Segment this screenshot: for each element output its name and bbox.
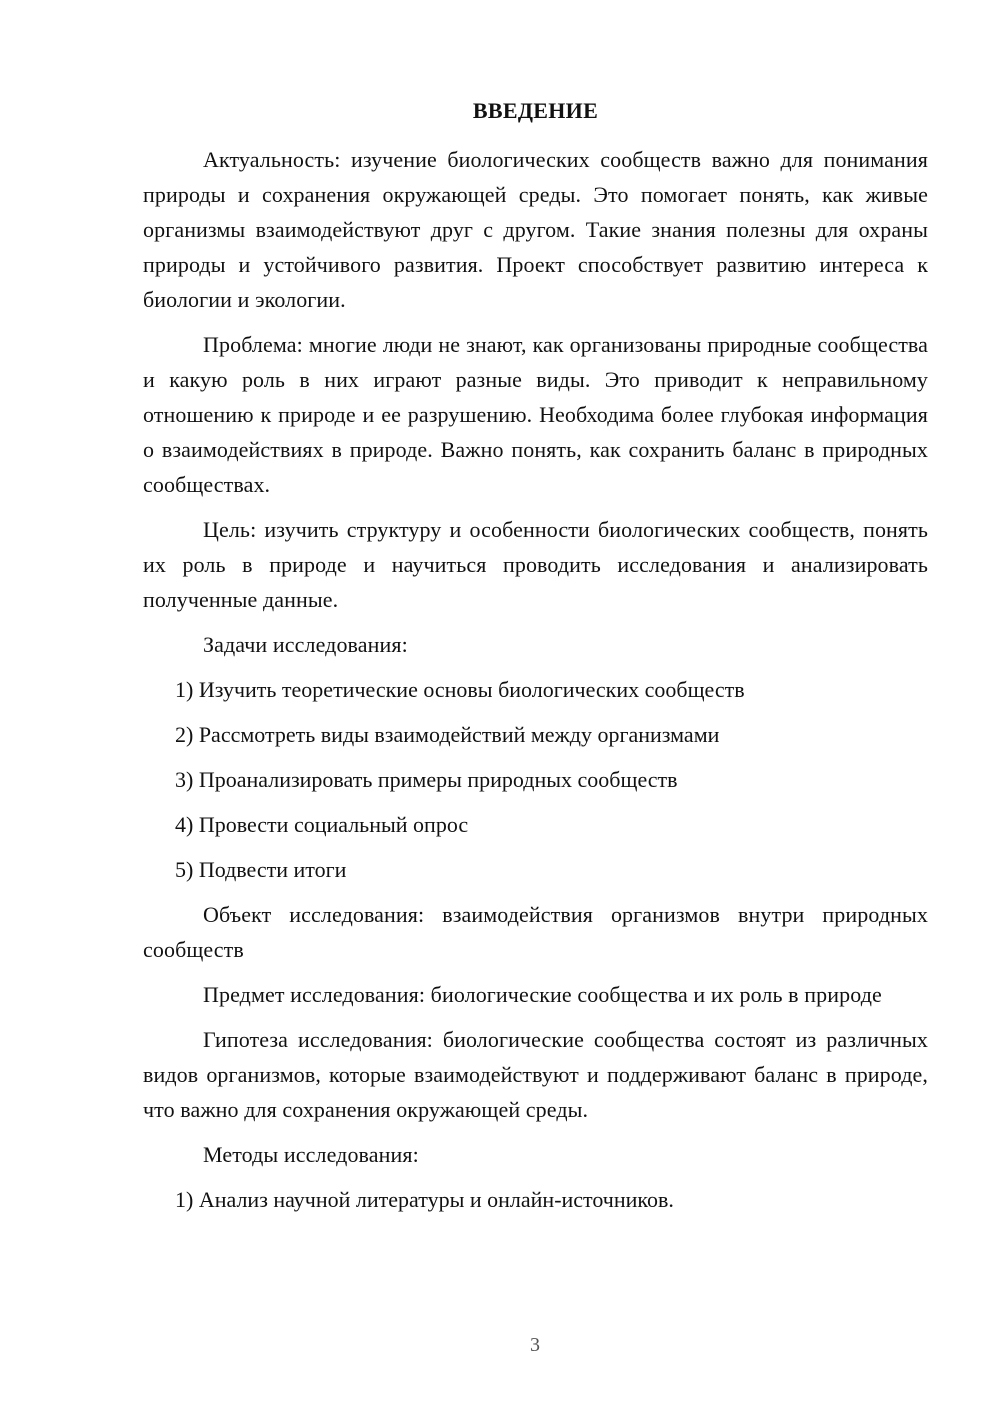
page-number: 3 [530, 1334, 540, 1356]
problem-paragraph: Проблема: многие люди не знают, как организованы природные сообщества и какую роль в них играют разные виды. Это приводит к неправильному отношению к природе и ее разрушению. Необходима более глубокая информация о взаимодействиях в природе. Важно понять, как сохранить баланс в природных сообществах. [143, 332, 928, 497]
section-title: ВВЕДЕНИЕ [472, 98, 599, 123]
relevance-paragraph: Актуальность: изучение биологических сообществ важно для понимания природы и сохранения окружающей среды. Это помогает понять, как живые организмы взаимодействуют друг с другом. Такие знания полезны для охраны природы и устойчивого развития. Проект способствует развитию интереса к биологии и экологии. [143, 147, 928, 312]
hypothesis-paragraph: Гипотеза исследования: биологические сообщества состоят из различных видов организмов, которые взаимодействуют и поддерживают баланс в природе, что важно для сохранения окружающей среды. [143, 1027, 928, 1122]
methods-list [143, 1182, 928, 1217]
task-item-5: 5) Подвести итоги [175, 857, 347, 882]
task-item-4: 4) Провести социальный опрос [175, 812, 469, 837]
subject-paragraph: Предмет исследования: биологические сообщества и их роль в природе [203, 982, 882, 1007]
task-item-1: 1) Изучить теоретические основы биологических сообществ [175, 677, 745, 702]
method-item-1: 1) Анализ научной литературы и онлайн-источников. [175, 1187, 674, 1212]
task-item-2: 2) Рассмотреть виды взаимодействий между организмами [175, 722, 720, 747]
object-paragraph: Объект исследования: взаимодействия организмов внутри природных сообществ [143, 902, 928, 962]
page-content [143, 96, 928, 1217]
methods-heading: Методы исследования: [203, 1142, 419, 1167]
task-item-3: 3) Проанализировать примеры природных сообществ [175, 767, 678, 792]
tasks-heading: Задачи исследования: [203, 632, 408, 657]
goal-paragraph: Цель: изучить структуру и особенности биологических сообществ, понять их роль в природе и научиться проводить исследования и анализировать полученные данные. [143, 517, 928, 612]
tasks-list [143, 672, 928, 887]
